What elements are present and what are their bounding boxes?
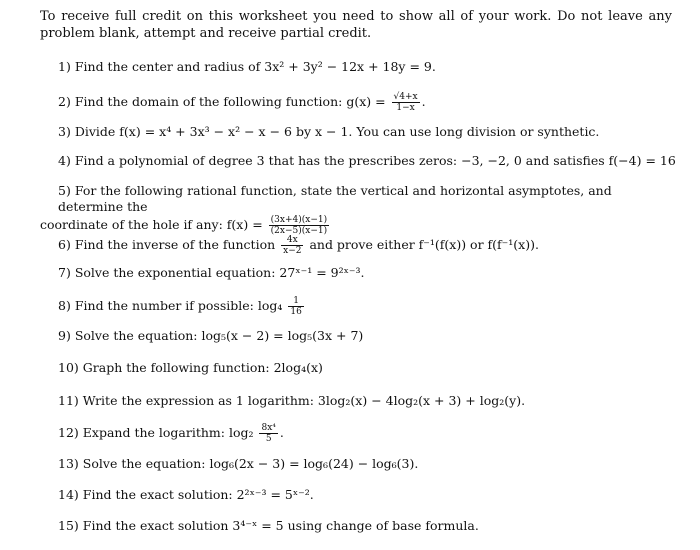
question-number: 10) bbox=[58, 360, 79, 375]
question-number: 2) bbox=[58, 94, 71, 109]
question-text: Divide f(x) = x⁴ + 3x³ − x² − x − 6 by x − 1. You can use long division or synthetic. bbox=[74, 124, 600, 139]
question-text: Find the domain of the following function: g(x) = bbox=[74, 94, 390, 109]
fraction bbox=[269, 215, 329, 236]
question-text: Expand the logarithm: log₂ bbox=[82, 425, 258, 440]
fraction bbox=[288, 296, 303, 317]
fraction bbox=[281, 235, 303, 256]
question-number: 3) bbox=[58, 124, 71, 139]
question-5 bbox=[40, 183, 680, 236]
question-4 bbox=[58, 153, 678, 169]
question-number: 14) bbox=[58, 487, 79, 502]
fraction-denominator: 5 bbox=[265, 434, 272, 444]
question-number: 9) bbox=[58, 328, 71, 343]
fraction-numerator: 4x bbox=[281, 235, 303, 246]
question-text: For the following rational function, state the vertical and horizontal asymptotes, and determine the bbox=[58, 183, 612, 214]
question-tail: . bbox=[421, 94, 426, 109]
question-3 bbox=[58, 124, 678, 140]
question-14 bbox=[58, 487, 678, 503]
question-15 bbox=[58, 518, 678, 534]
question-tail: . bbox=[279, 425, 284, 440]
question-8 bbox=[58, 296, 678, 317]
fraction-numerator: (3x+4)(x−1) bbox=[270, 215, 328, 225]
question-text: Solve the equation: log₅(x − 2) = log₅(3x + 7) bbox=[74, 328, 364, 343]
question-9 bbox=[58, 328, 678, 344]
fraction bbox=[259, 423, 277, 444]
question-number: 5) bbox=[58, 183, 71, 198]
worksheet-instructions: To receive full credit on this worksheet you need to show all of your work. Do not leave any problem blank, attempt and receive partial credit. bbox=[40, 9, 672, 41]
question-number: 12) bbox=[58, 425, 79, 440]
question-number: 1) bbox=[58, 59, 71, 74]
question-number: 15) bbox=[58, 518, 79, 533]
fraction-denominator: 1−x bbox=[396, 103, 415, 113]
question-text: Write the expression as 1 logarithm: 3log₂(x) − 4log₂(x + 3) + log₂(y). bbox=[82, 393, 526, 408]
question-number: 13) bbox=[58, 456, 79, 471]
question-text: Solve the equation: log₆(2x − 3) = log₆(24) − log₆(3). bbox=[82, 456, 419, 471]
question-12 bbox=[58, 423, 678, 444]
fraction-numerator: 8x⁴ bbox=[261, 423, 276, 433]
fraction-numerator: 1 bbox=[288, 296, 303, 307]
question-13 bbox=[58, 456, 678, 472]
question-text: Graph the following function: 2log₄(x) bbox=[82, 360, 323, 375]
question-6 bbox=[58, 235, 678, 256]
question-7 bbox=[58, 265, 678, 281]
question-text: Solve the exponential equation: 27ˣ⁻¹ = 9²ˣ⁻³. bbox=[74, 265, 365, 280]
question-1 bbox=[58, 59, 678, 75]
question-text-continued: coordinate of the hole if any: f(x) = bbox=[40, 217, 267, 232]
fraction-denominator: x−2 bbox=[283, 246, 302, 256]
question-text: Find the exact solution 3⁴⁻ˣ = 5 using change of base formula. bbox=[82, 518, 479, 533]
question-text: Find the exact solution: 2²ˣ⁻³ = 5ˣ⁻². bbox=[82, 487, 314, 502]
question-text: Find a polynomial of degree 3 that has the prescribes zeros: −3, −2, 0 and satisfies f(−4) = 16 bbox=[74, 153, 676, 168]
question-11 bbox=[58, 393, 678, 409]
question-number: 6) bbox=[58, 237, 71, 252]
question-text: Find the inverse of the function bbox=[74, 237, 280, 252]
question-text: Find the number if possible: log₄ bbox=[74, 298, 287, 313]
fraction-denominator: 16 bbox=[290, 307, 302, 317]
fraction-numerator: √4+x bbox=[393, 92, 418, 102]
question-10 bbox=[58, 360, 678, 376]
question-text: Find the center and radius of 3x² + 3y² − 12x + 18y = 9. bbox=[74, 59, 436, 74]
question-number: 4) bbox=[58, 153, 71, 168]
fraction-denominator: (2x−5)(x−1) bbox=[270, 226, 328, 236]
question-number: 11) bbox=[58, 393, 79, 408]
question-number: 7) bbox=[58, 265, 71, 280]
question-number: 8) bbox=[58, 298, 71, 313]
question-2 bbox=[58, 92, 678, 113]
question-tail: and prove either f⁻¹(f(x)) or f(f⁻¹(x)). bbox=[305, 237, 539, 252]
fraction bbox=[392, 92, 420, 113]
